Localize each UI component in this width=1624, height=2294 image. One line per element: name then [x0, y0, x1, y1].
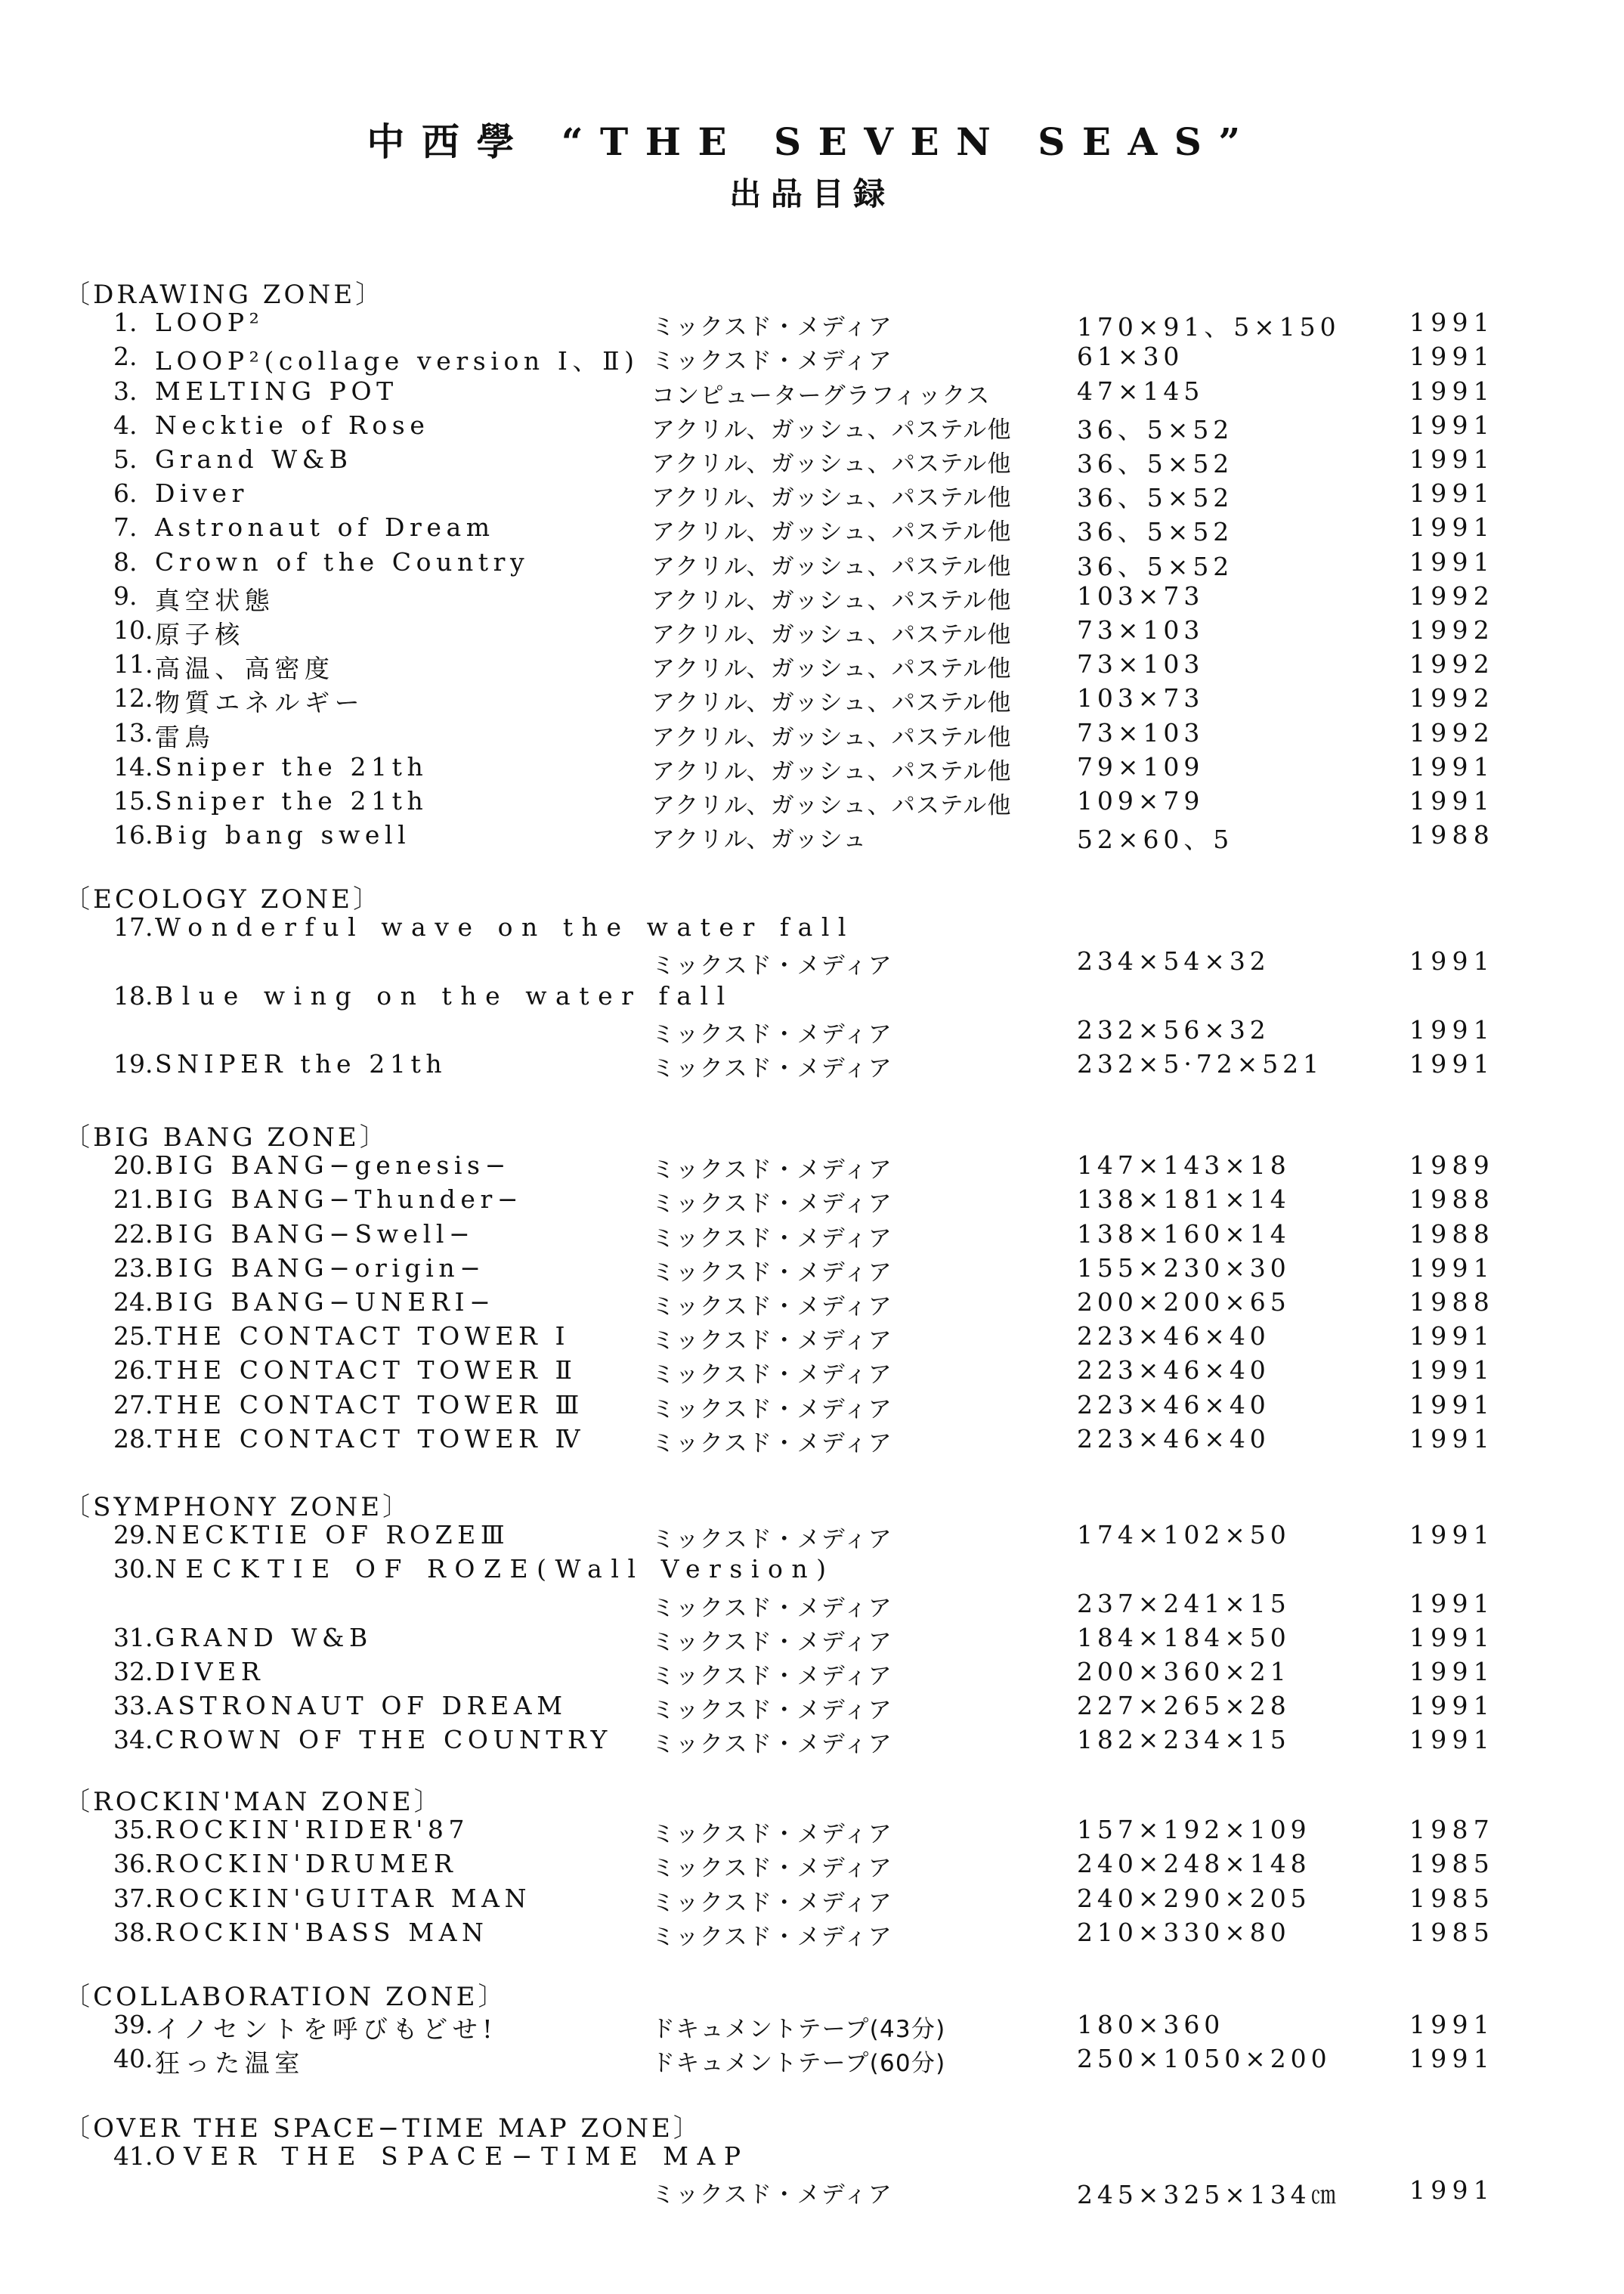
item-year: 1991: [1409, 1588, 1496, 1618]
item-size: 237×241×15: [1077, 1588, 1291, 1618]
item-title: 雷鳥: [155, 722, 215, 752]
item-medium: ミックスド・メディア: [651, 1526, 892, 1554]
item-medium: アクリル、ガッシュ: [651, 826, 868, 854]
catalog-item: [0, 1253, 1624, 1286]
item-size: 180×360: [1077, 2010, 1225, 2040]
catalog-item: [0, 410, 1624, 444]
item-title: Crown of the Country: [155, 546, 530, 577]
zone-header: 〔BIG BANG ZONE〕: [64, 1122, 388, 1153]
item-year: 1991: [1409, 1389, 1496, 1419]
item-title: OVER THE SPACE−TIME MAP: [155, 2141, 750, 2172]
catalog-item: [0, 912, 1624, 946]
item-number: 39.: [113, 2010, 153, 2040]
item-number: 28.: [113, 1423, 153, 1453]
item-number: 32.: [113, 1657, 153, 1686]
catalog-item: [0, 478, 1624, 512]
item-year: 1991: [1409, 2010, 1496, 2040]
item-size: 157×192×109: [1077, 1815, 1311, 1845]
item-year: 1991: [1409, 751, 1496, 782]
item-size: 147×143×18: [1077, 1150, 1291, 1181]
item-size: 174×102×50: [1077, 1520, 1291, 1550]
item-number: 10.: [113, 615, 153, 645]
item-size: 200×200×65: [1077, 1287, 1291, 1317]
item-number: 15.: [113, 786, 153, 816]
item-medium: ミックスド・メディア: [651, 1923, 892, 1951]
item-medium: ミックスド・メディア: [651, 1258, 892, 1286]
item-medium: ミックスド・メディア: [651, 1663, 892, 1690]
item-medium: ミックスド・メディア: [651, 1293, 892, 1320]
item-medium: ミックスド・メディア: [651, 1055, 892, 1082]
item-number: 1.: [113, 308, 138, 338]
item-title: Sniper the 21th: [155, 786, 428, 816]
item-year: 1987: [1409, 1815, 1496, 1845]
item-medium: ミックスド・メディア: [651, 1156, 892, 1184]
item-number: 11.: [113, 649, 153, 680]
catalog-item: [0, 1623, 1624, 1656]
item-year: 1991: [1409, 342, 1496, 372]
item-year: 1991: [1409, 410, 1496, 440]
catalog-item: [0, 512, 1624, 546]
catalog-item: [0, 376, 1624, 410]
item-year: 1988: [1409, 1184, 1496, 1215]
item-title: LOOP²(collage version Ⅰ、Ⅱ): [155, 346, 639, 376]
item-size: 200×360×21: [1077, 1657, 1291, 1686]
catalog-item: [0, 444, 1624, 478]
item-size: 223×46×40: [1077, 1355, 1270, 1385]
item-medium: ミックスド・メディア: [651, 1821, 892, 1849]
item-number: 38.: [113, 1917, 153, 1947]
catalog-item: [0, 1287, 1624, 1320]
item-title: THE CONTACT TOWER Ⅳ: [155, 1423, 586, 1453]
item-number: 4.: [113, 410, 138, 440]
item-number: 37.: [113, 1883, 153, 1913]
item-title: Necktie of Rose: [155, 410, 430, 440]
item-year: 1992: [1409, 683, 1496, 714]
item-title: THE CONTACT TOWER Ⅲ: [155, 1389, 584, 1419]
item-medium: ミックスド・メディア: [651, 1429, 892, 1457]
item-number: 3.: [113, 376, 138, 406]
item-year: 1991: [1409, 512, 1496, 543]
item-size: 223×46×40: [1077, 1321, 1270, 1351]
item-title: ROCKIN'DRUMER: [155, 1849, 458, 1879]
item-medium: アクリル、ガッシュ、パステル他: [651, 655, 1012, 683]
item-year: 1991: [1409, 478, 1496, 509]
item-number: 8.: [113, 546, 138, 577]
item-medium: ミックスド・メディア: [651, 952, 892, 980]
item-medium: ミックスド・メディア: [651, 1327, 892, 1355]
item-size: 36、5×52: [1077, 414, 1234, 444]
catalog-item: [0, 1390, 1624, 1423]
catalog-item-details: [0, 2175, 1624, 2209]
item-medium: ミックスド・メディア: [651, 1628, 892, 1656]
item-number: 7.: [113, 512, 138, 543]
item-title: BIG BANG−Swell−: [155, 1218, 475, 1249]
item-year: 1991: [1409, 946, 1496, 977]
item-year: 1991: [1409, 1252, 1496, 1283]
item-title: ROCKIN'BASS MAN: [155, 1917, 489, 1947]
item-title: BIG BANG−genesis−: [155, 1150, 511, 1181]
item-year: 1991: [1409, 786, 1496, 816]
catalog-item: [0, 342, 1624, 375]
item-size: 234×54×32: [1077, 946, 1270, 977]
item-year: 1992: [1409, 615, 1496, 645]
item-medium: アクリル、ガッシュ、パステル他: [651, 689, 1012, 717]
catalog-item: [0, 1219, 1624, 1252]
item-medium: ミックスド・メディア: [651, 1889, 892, 1917]
item-medium: ミックスド・メディア: [651, 1361, 892, 1389]
item-year: 1992: [1409, 649, 1496, 680]
item-medium: ドキュメントテープ(43分): [651, 2016, 946, 2044]
item-size: 227×265×28: [1077, 1691, 1291, 1721]
zone-header: 〔ROCKIN'MAN ZONE〕: [64, 1787, 443, 1817]
catalog-item: [0, 581, 1624, 615]
item-year: 1988: [1409, 1287, 1496, 1317]
item-size: 245×325×134㎝: [1077, 2180, 1341, 2210]
item-size: 47×145: [1077, 376, 1205, 406]
item-number: 19.: [113, 1049, 153, 1079]
item-number: 12.: [113, 683, 153, 714]
item-size: 223×46×40: [1077, 1389, 1270, 1419]
catalog-item: [0, 1049, 1624, 1082]
item-size: 210×330×80: [1077, 1917, 1291, 1947]
item-number: 40.: [113, 2044, 153, 2074]
item-title: BIG BANG−origin−: [155, 1252, 486, 1283]
catalog-item: [0, 2044, 1624, 2077]
item-number: 14.: [113, 751, 153, 782]
item-title: BIG BANG−UNERI−: [155, 1287, 496, 1317]
item-medium: ミックスド・メディア: [651, 1697, 892, 1725]
catalog-item: [0, 718, 1624, 751]
catalog-item: [0, 1424, 1624, 1457]
catalog-item: [0, 752, 1624, 785]
item-size: 103×73: [1077, 580, 1205, 611]
page-subtitle: 出品目録: [729, 175, 895, 212]
catalog-item-details: [0, 1589, 1624, 1622]
item-year: 1991: [1409, 1691, 1496, 1721]
item-size: 170×91、5×150: [1077, 312, 1341, 342]
item-title: THE CONTACT TOWER Ⅱ: [155, 1355, 577, 1385]
item-size: 61×30: [1077, 342, 1184, 372]
item-title: DIVER: [155, 1657, 265, 1686]
page-title: 中西學 “THE SEVEN SEAS”: [367, 119, 1257, 164]
item-number: 6.: [113, 478, 138, 509]
item-size: 36、5×52: [1077, 483, 1234, 513]
item-medium: アクリル、ガッシュ、パステル他: [651, 792, 1012, 819]
item-title: THE CONTACT TOWER Ⅰ: [155, 1321, 571, 1351]
item-title: 狂った温室: [155, 2048, 305, 2079]
item-year: 1991: [1409, 2175, 1496, 2206]
item-title: Sniper the 21th: [155, 751, 428, 782]
catalog-item: [0, 308, 1624, 341]
catalog-item: [0, 1815, 1624, 1848]
item-medium: アクリル、ガッシュ、パステル他: [651, 587, 1012, 615]
item-title: Blue wing on the water fall: [155, 980, 734, 1011]
item-medium: アクリル、ガッシュ、パステル他: [651, 553, 1012, 580]
item-number: 29.: [113, 1520, 153, 1550]
catalog-item: [0, 1725, 1624, 1758]
item-medium: ミックスド・メディア: [651, 1190, 892, 1218]
item-medium: ドキュメントテープ(60分): [651, 2050, 946, 2078]
item-number: 13.: [113, 717, 153, 748]
item-medium: アクリル、ガッシュ、パステル他: [651, 450, 1012, 478]
item-year: 1985: [1409, 1849, 1496, 1879]
item-number: 20.: [113, 1150, 153, 1181]
item-number: 22.: [113, 1218, 153, 1249]
item-title: BIG BANG−Thunder−: [155, 1184, 524, 1215]
item-title: ROCKIN'RIDER'87: [155, 1815, 470, 1845]
item-size: 240×248×148: [1077, 1849, 1311, 1879]
item-year: 1988: [1409, 820, 1496, 850]
item-year: 1988: [1409, 1218, 1496, 1249]
item-size: 73×103: [1077, 717, 1205, 748]
item-year: 1985: [1409, 1883, 1496, 1913]
catalog-item: [0, 649, 1624, 683]
item-number: 21.: [113, 1184, 153, 1215]
item-number: 17.: [113, 912, 153, 943]
item-number: 26.: [113, 1355, 153, 1385]
item-size: 232×56×32: [1077, 1014, 1270, 1045]
item-size: 103×73: [1077, 683, 1205, 714]
item-title: Wonderful wave on the water fall: [155, 912, 855, 943]
item-size: 73×103: [1077, 615, 1205, 645]
item-size: 36、5×52: [1077, 449, 1234, 478]
item-medium: アクリル、ガッシュ、パステル他: [651, 723, 1012, 751]
catalog-item: [0, 820, 1624, 853]
item-year: 1991: [1409, 376, 1496, 406]
item-number: 9.: [113, 580, 138, 611]
item-medium: ミックスド・メディア: [651, 1594, 892, 1622]
item-size: 250×1050×200: [1077, 2044, 1332, 2074]
item-medium: ミックスド・メディア: [651, 348, 892, 376]
catalog-item: [0, 786, 1624, 819]
item-year: 1992: [1409, 717, 1496, 748]
item-title: Astronaut of Dream: [155, 512, 495, 543]
zone-header: 〔OVER THE SPACE−TIME MAP ZONE〕: [64, 2113, 703, 2144]
item-medium: アクリル、ガッシュ、パステル他: [651, 757, 1012, 785]
catalog-item: [0, 981, 1624, 1014]
zone-header: 〔COLLABORATION ZONE〕: [64, 1982, 507, 2012]
item-year: 1991: [1409, 1014, 1496, 1045]
item-size: 240×290×205: [1077, 1883, 1311, 1913]
item-medium: ミックスド・メディア: [651, 1020, 892, 1048]
catalog-item: [0, 683, 1624, 717]
item-year: 1991: [1409, 546, 1496, 577]
item-title: Big bang swell: [155, 820, 411, 850]
catalog-item: [0, 1184, 1624, 1218]
item-year: 1991: [1409, 308, 1496, 338]
item-medium: アクリル、ガッシュ、パステル他: [651, 621, 1012, 649]
catalog-item-details: [0, 1015, 1624, 1048]
item-year: 1991: [1409, 1355, 1496, 1385]
item-number: 30.: [113, 1554, 153, 1584]
item-medium: コンピューターグラフィックス: [651, 382, 991, 410]
catalog-item: [0, 615, 1624, 649]
item-title: ASTRONAUT OF DREAM: [155, 1691, 568, 1721]
item-number: 18.: [113, 980, 153, 1011]
item-number: 34.: [113, 1725, 153, 1755]
item-medium: アクリル、ガッシュ、パステル他: [651, 416, 1012, 444]
item-size: 182×234×15: [1077, 1725, 1291, 1755]
item-title: 物質エネルギー: [155, 688, 365, 718]
item-year: 1991: [1409, 2044, 1496, 2074]
zone-header: 〔ECOLOGY ZONE〕: [64, 884, 382, 915]
item-number: 16.: [113, 820, 153, 850]
item-size: 109×79: [1077, 786, 1205, 816]
item-title: 真空状態: [155, 585, 275, 615]
item-medium: ミックスド・メディア: [651, 2181, 892, 2209]
item-size: 79×109: [1077, 751, 1205, 782]
catalog-item: [0, 2010, 1624, 2043]
item-year: 1985: [1409, 1917, 1496, 1947]
catalog-item: [0, 1355, 1624, 1388]
catalog-item: [0, 1691, 1624, 1724]
item-number: 25.: [113, 1321, 153, 1351]
item-number: 31.: [113, 1622, 153, 1652]
item-medium: ミックスド・メディア: [651, 1224, 892, 1252]
item-size: 155×230×30: [1077, 1252, 1291, 1283]
item-year: 1989: [1409, 1150, 1496, 1181]
item-title: GRAND W&B: [155, 1622, 373, 1652]
item-medium: アクリル、ガッシュ、パステル他: [651, 484, 1012, 512]
item-size: 52×60、5: [1077, 825, 1234, 855]
item-number: 35.: [113, 1815, 153, 1845]
item-medium: ミックスド・メディア: [651, 1855, 892, 1883]
item-year: 1991: [1409, 1321, 1496, 1351]
item-title: Grand W&B: [155, 444, 353, 474]
item-year: 1991: [1409, 1049, 1496, 1079]
catalog-item-details: [0, 946, 1624, 980]
item-number: 24.: [113, 1287, 153, 1317]
item-size: 138×181×14: [1077, 1184, 1291, 1215]
item-number: 2.: [113, 342, 138, 372]
catalog-item: [0, 1321, 1624, 1354]
item-size: 223×46×40: [1077, 1423, 1270, 1453]
catalog-item: [0, 1554, 1624, 1587]
catalog-item: [0, 547, 1624, 580]
item-year: 1991: [1409, 1622, 1496, 1652]
item-medium: ミックスド・メディア: [651, 1395, 892, 1423]
item-number: 23.: [113, 1252, 153, 1283]
item-title: イノセントを呼びもどせ!: [155, 2014, 498, 2045]
item-year: 1991: [1409, 1725, 1496, 1755]
item-title: NECKTIE OF ROZE(Wall Version): [155, 1554, 835, 1584]
item-size: 138×160×14: [1077, 1218, 1291, 1249]
item-title: SNIPER the 21th: [155, 1049, 447, 1079]
catalog-item: [0, 1520, 1624, 1553]
catalog-item: [0, 1849, 1624, 1882]
zone-header: 〔DRAWING ZONE〕: [64, 280, 385, 310]
catalog-item: [0, 1657, 1624, 1690]
catalog-item: [0, 1150, 1624, 1184]
item-size: 36、5×52: [1077, 517, 1234, 547]
zone-header: 〔SYMPHONY ZONE〕: [64, 1492, 412, 1522]
item-number: 41.: [113, 2141, 153, 2172]
item-title: 原子核: [155, 620, 245, 649]
catalog-item: [0, 1918, 1624, 1951]
item-year: 1992: [1409, 580, 1496, 611]
item-year: 1991: [1409, 1423, 1496, 1453]
catalog-item: [0, 2141, 1624, 2175]
item-size: 232×5·72×521: [1077, 1049, 1324, 1079]
item-title: CROWN OF THE COUNTRY: [155, 1725, 612, 1755]
item-medium: アクリル、ガッシュ、パステル他: [651, 519, 1012, 546]
item-title: 高温、高密度: [155, 654, 335, 684]
item-medium: ミックスド・メディア: [651, 314, 892, 342]
item-title: ROCKIN'GUITAR MAN: [155, 1883, 532, 1913]
item-size: 184×184×50: [1077, 1622, 1291, 1652]
catalog-item: [0, 1884, 1624, 1917]
item-number: 36.: [113, 1849, 153, 1879]
item-year: 1991: [1409, 1520, 1496, 1550]
item-size: 73×103: [1077, 649, 1205, 680]
item-number: 27.: [113, 1389, 153, 1419]
item-year: 1991: [1409, 1657, 1496, 1686]
item-title: LOOP²: [155, 308, 264, 338]
item-title: MELTING POT: [155, 376, 398, 406]
item-number: 5.: [113, 444, 138, 474]
item-title: Diver: [155, 478, 249, 509]
item-year: 1991: [1409, 444, 1496, 474]
item-number: 33.: [113, 1691, 153, 1721]
item-title: NECKTIE OF ROZEⅢ: [155, 1520, 510, 1550]
item-size: 36、5×52: [1077, 551, 1234, 581]
item-medium: ミックスド・メディア: [651, 1731, 892, 1759]
